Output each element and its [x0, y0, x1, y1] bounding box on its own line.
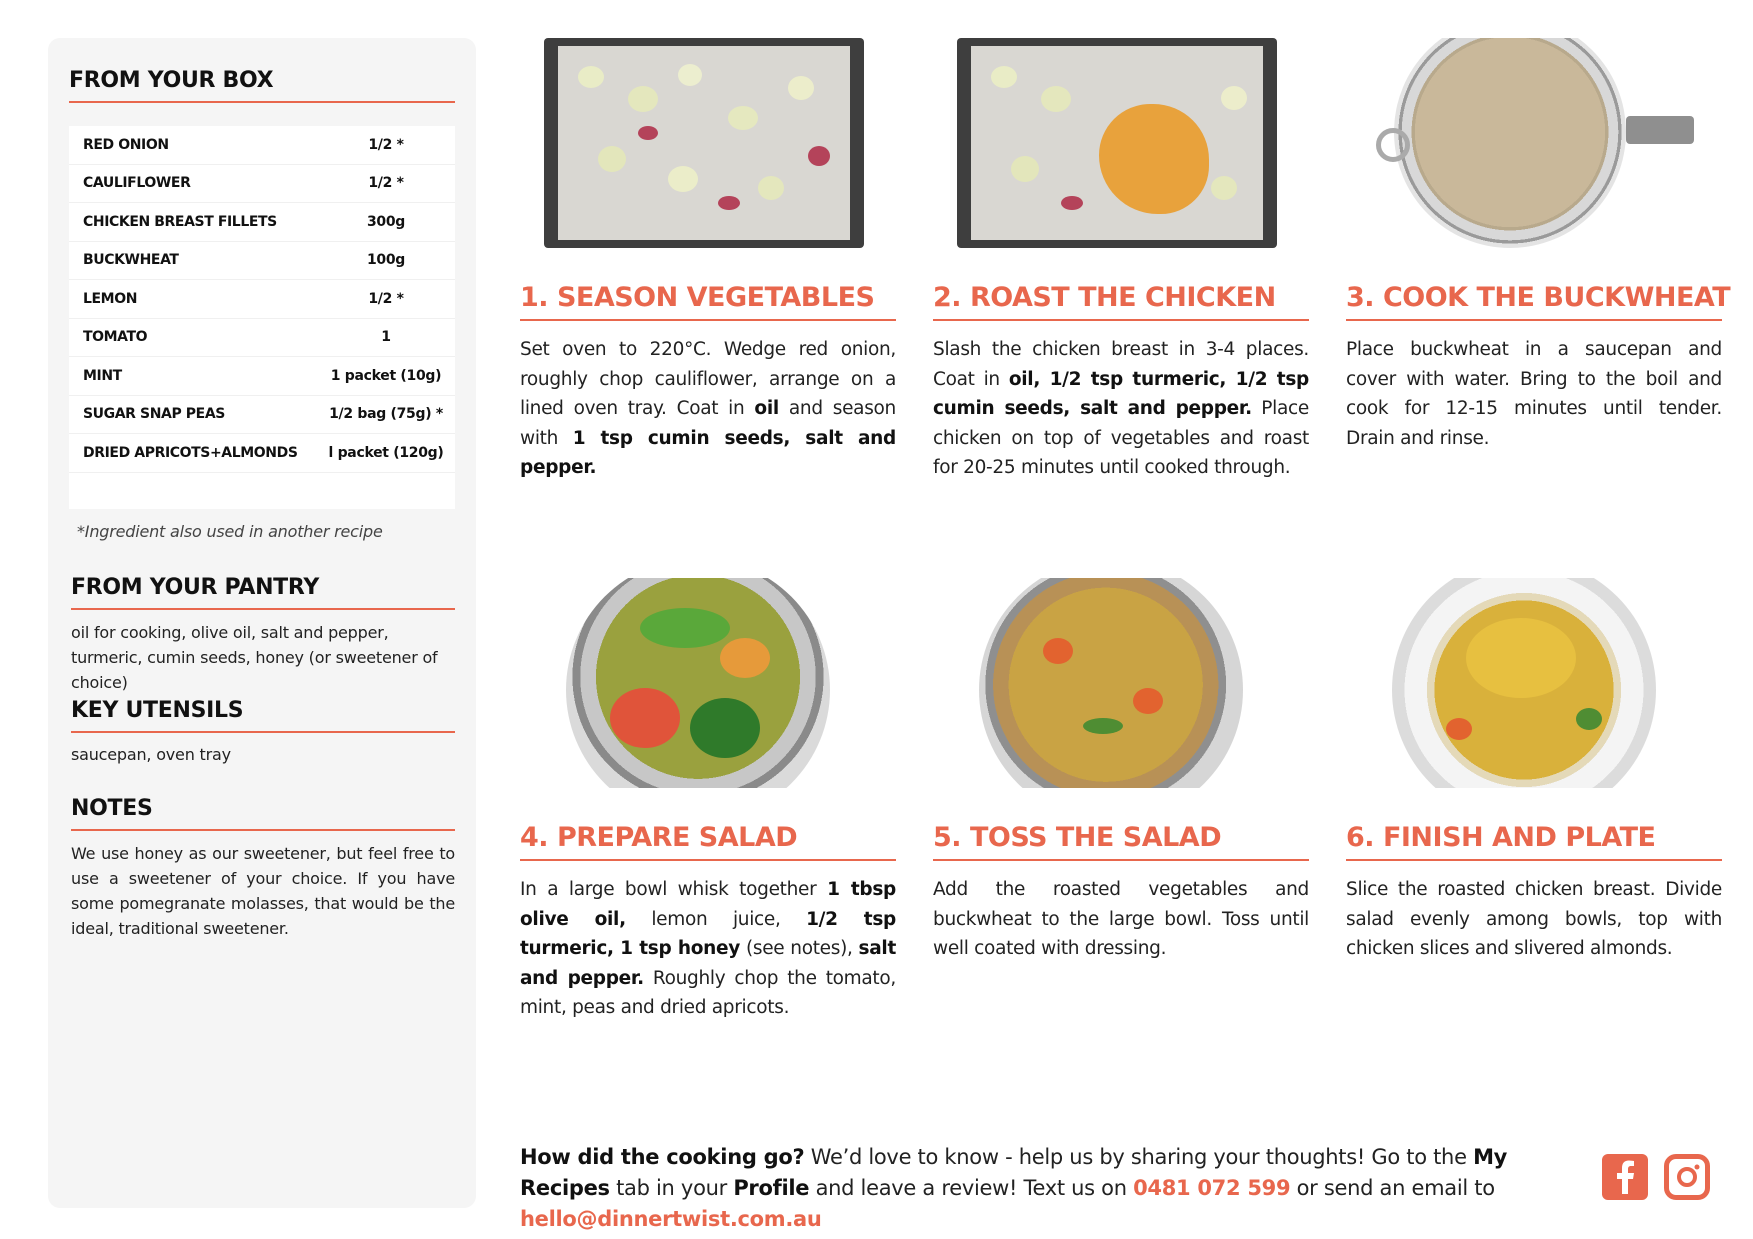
ingredient-row [69, 126, 455, 165]
ingredient-name: BUCKWHEAT [83, 252, 179, 269]
ingredient-footnote: *Ingredient also used in another recipe [77, 522, 383, 541]
footer-link[interactable]: hello@dinnertwist.com.au [520, 1207, 822, 1231]
notes-title: NOTES [71, 796, 455, 831]
ingredient-qty: 100g [366, 252, 406, 269]
ingredient-name: DRIED APRICOTS+ALMONDS [83, 444, 298, 461]
step-1-text [520, 335, 896, 483]
step-3 [1346, 38, 1731, 453]
step-text-segment: lemon juice, [625, 908, 807, 930]
ingredient-qty: 1/2 bag (75g) * [329, 406, 443, 423]
step-text-segment: Slice the roasted chicken breast. Divide salad evenly among bowls, top with chicken slices and slivered almonds. [1346, 879, 1722, 959]
facebook-icon[interactable] [1602, 1154, 1648, 1200]
ingredient-row [69, 242, 455, 281]
ingredient-qty: 1/2 * [368, 290, 404, 307]
step-text-segment: 1 tsp cumin seeds, salt and pepper. [520, 427, 896, 478]
step-text-segment: and season with [520, 398, 896, 449]
step-text-segment: Slash the chicken breast in 3-4 places. Coat in [933, 339, 1309, 390]
step-2-text [933, 335, 1309, 483]
from-your-pantry-title: FROM YOUR PANTRY [71, 575, 455, 610]
step-text-segment: salt and pepper. [520, 938, 896, 989]
step-3-photo [1346, 38, 1722, 248]
step-3-text [1346, 335, 1722, 453]
ingredient-qty: 1/2 * [368, 175, 404, 192]
ingredient-name: LEMON [83, 290, 138, 307]
sidebar [48, 38, 476, 1208]
ingredients-table [69, 126, 455, 509]
ingredient-name: CAULIFLOWER [83, 175, 191, 192]
step-text-segment: oil [754, 398, 779, 419]
step-4-title: 4. PREPARE SALAD [520, 822, 896, 861]
step-5-text [933, 875, 1309, 964]
ingredient-row [69, 203, 455, 242]
ingredient-qty: 300g [366, 213, 406, 230]
ingredient-blank-row [69, 473, 455, 509]
utensils-text: saucepan, oven tray [71, 745, 231, 764]
ingredient-row [69, 357, 455, 396]
step-text-segment: 1 tbsp olive oil, [520, 879, 896, 930]
step-text-segment: Place chicken on top of vegetables and roast for 20-25 minutes until cooked through. [933, 398, 1309, 478]
step-3-title: 3. COOK THE BUCKWHEAT [1346, 282, 1722, 321]
step-text-segment: Set oven to 220°C. Wedge red onion, roughly chop cauliflower, arrange on a lined oven tray. Coat in [520, 339, 896, 419]
ingredient-row [69, 165, 455, 204]
step-1-photo [520, 38, 896, 248]
footer-text-segment: We’d love to know - help us by sharing your thoughts! Go to the [804, 1145, 1474, 1169]
ingredient-name: RED ONION [83, 136, 169, 153]
step-5-title: 5. TOSS THE SALAD [933, 822, 1309, 861]
ingredient-name: TOMATO [83, 329, 148, 346]
ingredient-qty: 1 [381, 329, 391, 346]
footer-text-segment: and leave a review! Text us on [809, 1176, 1134, 1200]
footer-text-segment: How did the cooking go? [520, 1145, 805, 1169]
step-6-title: 6. FINISH AND PLATE [1346, 822, 1722, 861]
key-utensils-title: KEY UTENSILS [71, 698, 455, 733]
step-6-text [1346, 875, 1722, 964]
footer-text-segment: tab in your [609, 1176, 734, 1200]
step-2 [933, 38, 1309, 483]
step-1 [520, 38, 896, 483]
step-5 [933, 578, 1309, 964]
step-4-photo [520, 578, 896, 788]
footer-text-segment: My Recipes [520, 1145, 1508, 1200]
footer-text-segment: Profile [733, 1176, 810, 1200]
step-text-segment: Roughly chop the tomato, mint, peas and dried apricots. [520, 967, 896, 1018]
ingredient-row [69, 319, 455, 358]
footer-text-segment: or send an email to [1290, 1176, 1495, 1200]
ingredient-row [69, 396, 455, 435]
step-text-segment: In a large bowl whisk together [520, 879, 828, 900]
step-6-photo [1346, 578, 1722, 788]
ingredient-name: MINT [83, 367, 122, 384]
step-1-title: 1. SEASON VEGETABLES [520, 282, 896, 321]
step-text-segment: Add the roasted vegetables and buckwheat to the large bowl. Toss until well coated with dressing. [933, 879, 1309, 959]
footer-link[interactable]: 0481 072 599 [1133, 1176, 1291, 1200]
ingredient-row [69, 434, 455, 473]
step-5-photo [933, 578, 1309, 788]
step-6 [1346, 578, 1722, 964]
ingredient-qty: l packet (120g) [328, 444, 444, 461]
from-your-box-title: FROM YOUR BOX [69, 68, 455, 103]
ingredient-name: CHICKEN BREAST FILLETS [83, 213, 277, 230]
step-4 [520, 578, 896, 1023]
review-footer [520, 1142, 1580, 1235]
ingredient-name: SUGAR SNAP PEAS [83, 406, 225, 423]
step-4-text [520, 875, 896, 1023]
instagram-icon[interactable] [1664, 1154, 1710, 1200]
notes-text: We use honey as our sweetener, but feel free to use a sweetener of your choice. If you have some pomegranate molasses, that would be the ideal, traditional sweetener. [71, 844, 455, 938]
step-text-segment: oil, 1/2 tsp turmeric, 1/2 tsp cumin seeds, salt and pepper. [933, 368, 1309, 419]
step-text-segment: Place buckwheat in a saucepan and cover with water. Bring to the boil and cook for 12-15 minutes until tender. Drain and rinse. [1346, 339, 1722, 449]
ingredient-qty: 1 packet (10g) [330, 367, 442, 384]
step-2-title: 2. ROAST THE CHICKEN [933, 282, 1309, 321]
step-text-segment: 1/2 tsp turmeric, 1 tsp honey [520, 908, 896, 959]
step-2-photo [933, 38, 1309, 248]
pantry-text: oil for cooking, olive oil, salt and pepper, turmeric, cumin seeds, honey (or sweetener of choice) [71, 623, 438, 692]
ingredient-row [69, 280, 455, 319]
step-text-segment: (see notes), [740, 938, 859, 959]
ingredient-qty: 1/2 * [368, 136, 404, 153]
